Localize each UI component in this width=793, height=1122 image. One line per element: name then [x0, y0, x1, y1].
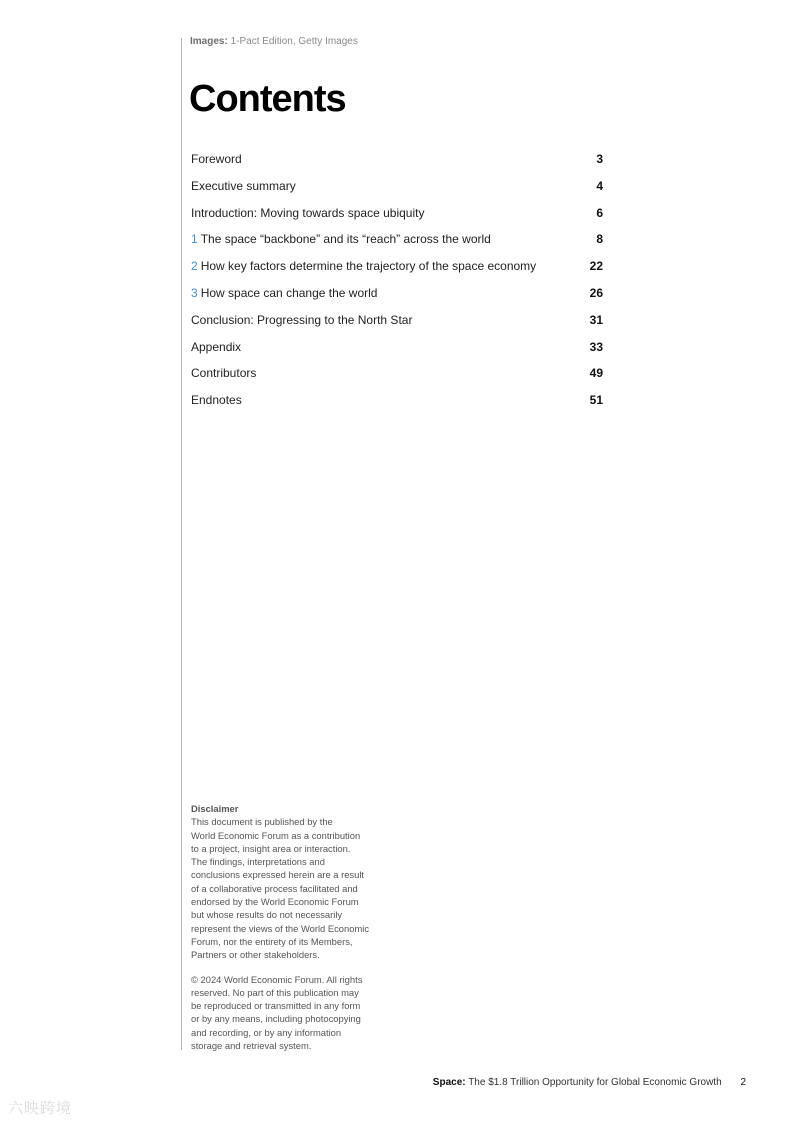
copyright-paragraph — [191, 973, 381, 1053]
toc-entry-page: 49 — [589, 366, 603, 381]
toc-entry-page: 31 — [589, 312, 603, 327]
toc-entry-page: 26 — [589, 285, 603, 300]
disclaimer-line: © 2024 World Economic Forum. All rights — [191, 973, 363, 985]
image-credit — [190, 36, 358, 47]
disclaimer-line: World Economic Forum as a contribution — [191, 829, 361, 841]
image-credit-label: Images: — [190, 36, 228, 47]
disclaimer-line: storage and retrieval system. — [191, 1040, 312, 1052]
toc-entry-page: 8 — [596, 232, 603, 247]
toc-entry-page: 22 — [589, 259, 603, 274]
toc-entry-label: Contributors — [191, 366, 257, 381]
page-footer — [433, 1077, 746, 1088]
disclaimer-line: endorsed by the World Economic Forum — [191, 896, 359, 908]
toc-entry[interactable] — [191, 393, 603, 420]
toc-entry-label: Endnotes — [191, 393, 242, 408]
toc-entry-page: 6 — [596, 205, 603, 220]
toc-entry[interactable] — [191, 206, 603, 233]
margin-rule — [181, 38, 182, 1050]
toc-entry-page: 3 — [596, 152, 603, 166]
toc-entry-label: The space “backbone” and its “reach” across the world — [200, 232, 491, 247]
disclaimer-paragraph — [191, 815, 381, 961]
toc-entry[interactable] — [191, 179, 603, 206]
toc-entry[interactable] — [191, 313, 603, 340]
toc-entry[interactable] — [191, 286, 603, 313]
disclaimer-line: but whose results do not necessarily — [191, 909, 343, 921]
toc-entry-number: 1 — [191, 232, 198, 247]
image-credit-text: 1-Pact Edition, Getty Images — [230, 36, 358, 47]
disclaimer-line: or by any means, including photocopying — [191, 1013, 361, 1025]
footer-title: The $1.8 Trillion Opportunity for Global Economic Growth — [468, 1077, 722, 1088]
disclaimer-line: to a project, insight area or interaction. — [191, 842, 351, 854]
disclaimer-line: This document is published by the — [191, 816, 333, 828]
toc-entry-title — [191, 313, 412, 327]
toc-entry-page: 4 — [596, 178, 603, 193]
disclaimer-line: and recording, or by any information — [191, 1026, 342, 1038]
watermark-logo: 六映跨境 — [8, 1100, 73, 1117]
toc-entry-label: Foreword — [191, 152, 242, 166]
toc-entry-label: Executive summary — [191, 178, 296, 193]
disclaimer — [191, 802, 381, 1052]
toc-entry[interactable] — [191, 232, 603, 259]
disclaimer-line: conclusions expressed herein are a result — [191, 869, 365, 881]
toc-entry-label: Appendix — [191, 339, 242, 354]
table-of-contents — [191, 152, 603, 420]
toc-entry-label: How key factors determine the trajectory of the space economy — [200, 259, 537, 274]
toc-entry-title — [191, 232, 491, 246]
disclaimer-heading: Disclaimer — [191, 803, 239, 814]
page-title: Contents — [189, 78, 346, 120]
footer-label: Space: — [432, 1077, 466, 1088]
toc-entry-title — [191, 340, 241, 354]
toc-entry-page: 33 — [589, 339, 603, 354]
toc-entry-title — [191, 206, 424, 220]
footer-page-number: 2 — [740, 1077, 746, 1088]
toc-entry-title — [191, 259, 536, 273]
toc-entry[interactable] — [191, 152, 603, 179]
disclaimer-line: The findings, interpretations and — [191, 856, 325, 868]
toc-entry-title — [191, 366, 256, 380]
disclaimer-line: be reproduced or transmitted in any form — [191, 1000, 361, 1012]
toc-entry-label: Introduction: Moving towards space ubiquity — [191, 205, 425, 220]
toc-entry-label: Conclusion: Progressing to the North Star — [191, 312, 413, 327]
disclaimer-line: reserved. No part of this publication may — [191, 986, 359, 998]
toc-entry[interactable] — [191, 259, 603, 286]
toc-entry-page: 51 — [589, 393, 603, 408]
toc-entry[interactable] — [191, 340, 603, 367]
toc-entry-title — [191, 393, 242, 407]
toc-entry[interactable] — [191, 366, 603, 393]
toc-entry-label: How space can change the world — [200, 285, 378, 300]
toc-entry-number: 2 — [191, 259, 198, 274]
toc-entry-title — [191, 286, 377, 300]
toc-entry-title — [191, 152, 242, 166]
disclaimer-line: Partners or other stakeholders. — [191, 949, 320, 961]
disclaimer-line: represent the views of the World Economic — [191, 922, 370, 934]
disclaimer-line: Forum, nor the entirety of its Members, — [191, 935, 353, 947]
toc-entry-title — [191, 179, 296, 193]
toc-entry-number: 3 — [191, 285, 198, 300]
disclaimer-line: of a collaborative process facilitated and — [191, 882, 358, 894]
